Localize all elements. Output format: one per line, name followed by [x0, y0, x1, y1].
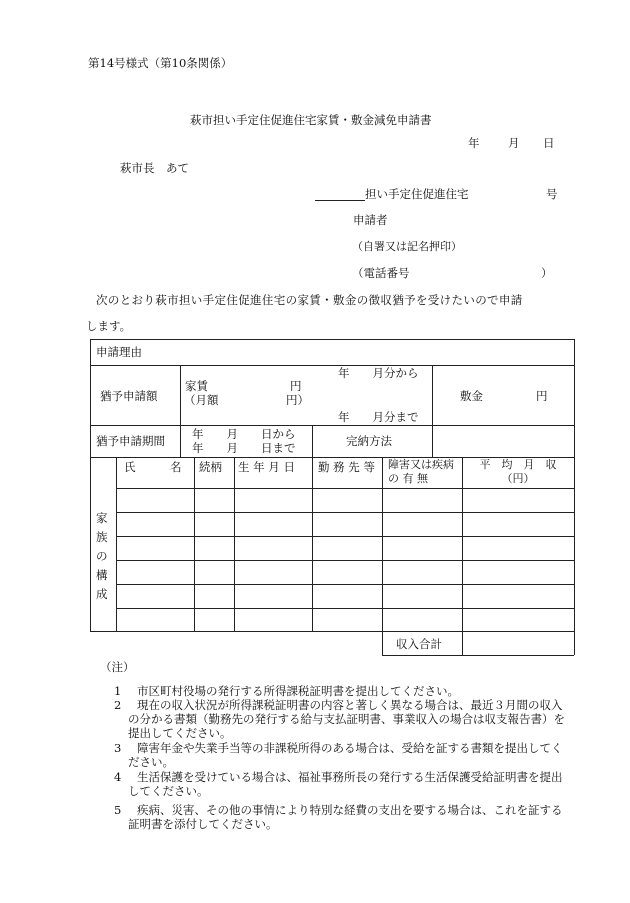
note-text: 疾病、災害、その他の事情により特別な経費の支出を要する場合は、これを証する証明書を添付してください。 — [128, 803, 563, 831]
amount-label: 猶予申請額 — [100, 389, 158, 403]
form-title: 萩市担い手定住促進住宅家賃・敷金減免申請書 — [190, 113, 432, 127]
note-number: 2 — [114, 698, 122, 712]
form-number: 第14号様式（第10条関係） — [88, 56, 233, 70]
applicant-label: 申請者 — [353, 213, 388, 227]
monthly-yen: 円） — [286, 393, 309, 407]
deposit-label: 敷金 — [460, 389, 483, 403]
family-label: 家族の構成 — [96, 511, 108, 601]
from-month: 年 月分から — [338, 366, 419, 380]
col-workplace: 勤 務 先 等 — [318, 460, 375, 474]
period-from: 年 月 日から — [192, 427, 296, 441]
phone-label: （電話番号 — [352, 266, 410, 280]
note-number: 1 — [114, 684, 122, 698]
note-text: 生活保護を受けている場合は、福祉事務所長の発行する生活保護受給証明書を提出してください。 — [128, 770, 563, 798]
col-monthly-income: 平 均 月 収 （円） — [479, 458, 557, 485]
housing-name-label: 担い手定住促進住宅 — [365, 187, 469, 201]
housing-number-suffix: 号 — [546, 187, 558, 201]
addressee: 萩市長 あて — [120, 161, 189, 175]
note-number: 3 — [114, 741, 122, 755]
rent-label: 家賃 — [185, 379, 208, 393]
notes-heading: （注） — [100, 660, 135, 674]
col-disability: 障害又は疾病 の 有 無 — [388, 458, 454, 485]
date-month-label: 月 — [508, 136, 520, 150]
note-number: 5 — [114, 803, 122, 817]
reason-field[interactable] — [160, 341, 570, 363]
intro-line-2: します。 — [86, 319, 132, 333]
signature-note: （自署又は記名押印） — [352, 240, 462, 253]
note-number: 4 — [114, 770, 122, 784]
intro-line-1: 次のとおり萩市担い手定住促進住宅の家賃・敷金の徴収猶予を受けたいので申請 — [96, 293, 523, 307]
date-day-label: 日 — [543, 136, 555, 150]
rent-yen: 円 — [290, 379, 302, 393]
note-text: 市区町村役場の発行する所得課税証明書を提出してください。 — [137, 684, 459, 698]
total-income-field[interactable] — [464, 633, 572, 653]
payment-method-field[interactable] — [434, 427, 572, 455]
period-to: 年 月 日まで — [192, 441, 296, 455]
date-year-label: 年 — [468, 136, 480, 150]
phone-close: ） — [541, 266, 553, 280]
housing-name-blank[interactable] — [315, 200, 365, 201]
deposit-yen: 円 — [536, 389, 548, 403]
period-label: 猶予申請期間 — [96, 434, 165, 448]
note-text: 現在の収入状況が所得課税証明書の内容と著しく異なる場合は、最近３月間の収入の分かる書類（勤務先の発行する給与支払証明書、事業収入の場合は収支報告書）を提出してください。 — [128, 698, 565, 740]
note-text: 障害年金や失業手当等の非課税所得のある場合は、受給を証する書類を提出してください。 — [128, 741, 563, 769]
col-birthdate: 生 年 月 日 — [238, 460, 295, 474]
reason-label: 申請理由 — [96, 345, 142, 359]
total-income-label: 収入合計 — [396, 637, 442, 651]
payment-method-label: 完納方法 — [346, 434, 392, 448]
monthly-label: （月額 — [184, 393, 219, 407]
col-relation: 続柄 — [199, 460, 222, 474]
application-table — [90, 339, 574, 655]
col-name: 氏 名 — [124, 460, 182, 474]
to-month: 年 月分まで — [338, 410, 419, 424]
